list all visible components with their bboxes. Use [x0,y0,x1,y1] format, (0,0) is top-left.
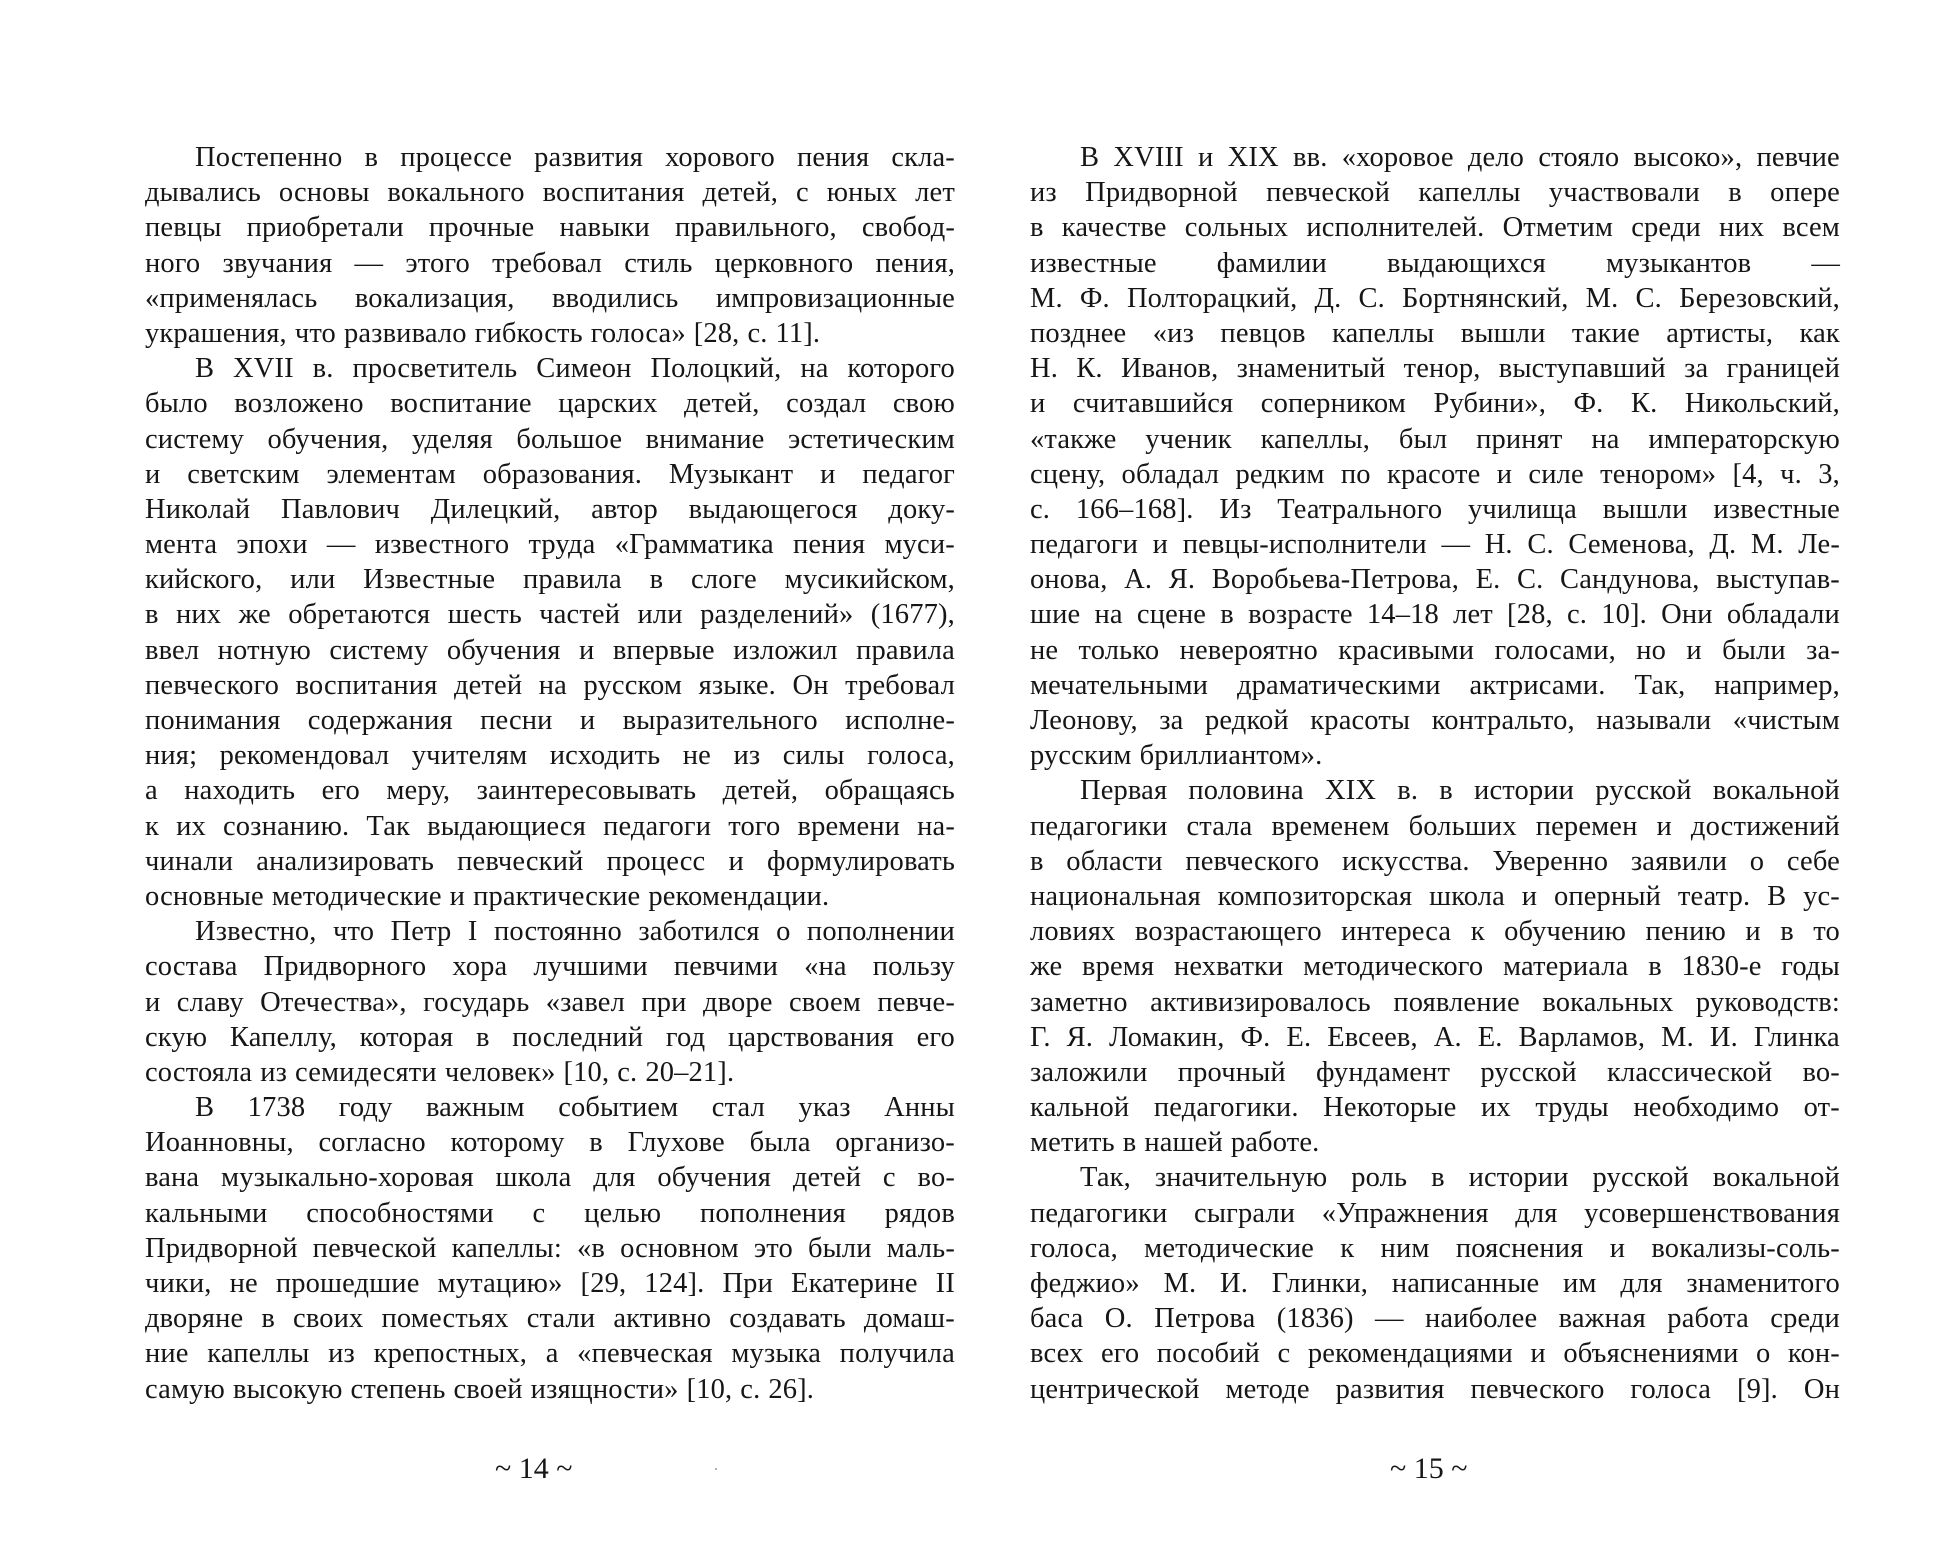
text-line: «применялась вокализация, вводились импровизационные [145,282,955,314]
right-page-text [1030,140,1840,1407]
text-line: национальная композиторская школа и оперный театр. В ус- [1030,880,1840,912]
text-line: к их сознанию. Так выдающиеся педагоги того времени на- [145,810,955,842]
text-line: В 1738 году важным событием стал указ Анны [195,1092,955,1124]
text-line: чинали анализировать певческий процесс и формулировать [145,845,955,877]
text-line: ние капеллы из крепостных, а «певческая музыка получила [145,1338,955,1370]
text-line: Известно, что Петр I постоянно заботился о пополнении [195,916,955,948]
text-line: заметно активизировалось появление вокальных руководств: [1030,986,1840,1018]
text-line: дворяне в своих поместьях стали активно создавать домаш- [145,1303,955,1335]
left-page-text [145,140,955,1407]
text-line: Иоанновны, согласно которому в Глухове была организо- [145,1127,955,1159]
text-line: Так, значительную роль в истории русской вокальной [1080,1162,1840,1194]
text-line: понимания содержания песни и выразительного исполне- [145,705,955,736]
page-number-right: ~ 15 ~ [1390,1452,1468,1485]
text-line: педагогики сыграли «Упражнения для усовершенствования [1030,1197,1840,1229]
text-line: шие на сцене в возрасте 14–18 лет [28, с. 10]. Они обладали [1030,599,1840,631]
text-line: состава Придворного хора лучшими певчими «на пользу [145,951,955,983]
text-line: онова, А. Я. Воробьева-Петрова, Е. С. Сандунова, выступав- [1030,564,1840,596]
text-line: Леонову, за редкой красоты контральто, называли «чистым [1030,705,1840,736]
text-line: вана музыкально-хоровая школа для обучения детей с во- [145,1162,955,1194]
text-line: чики, не прошедшие мутацию» [29, 124]. При Екатерине II [145,1268,955,1299]
text-line: в качестве сольных исполнителей. Отметим среди них всем [1030,212,1840,244]
text-line: не только невероятно красивыми голосами, но и были за- [1030,634,1840,666]
text-line: Постепенно в процессе развития хорового пения скла- [195,142,955,173]
text-line: Н. К. Иванов, знаменитый тенор, выступавший за границей [1030,353,1840,385]
text-line: заложили прочный фундамент русской классической во- [1030,1056,1840,1088]
text-line: кийского, или Известные правила в слоге мусикийском, [145,564,955,596]
text-line: и считавшийся соперником Рубини», Ф. К. Никольский, [1030,388,1840,420]
text-line: мента эпохи — известного труда «Грамматика пения муси- [145,529,955,561]
text-line: ного звучания — этого требовал стиль церковного пения, [145,247,955,279]
text-line: баса О. Петрова (1836) — наиболее важная работа среди [1030,1303,1840,1335]
text-line: «также ученик капеллы, был принят на императорскую [1030,423,1840,455]
text-line: певцы приобретали прочные навыки правильного, свобод- [145,212,955,244]
text-line: певческого воспитания детей на русском языке. Он требовал [145,669,955,701]
text-line: самую высокую степень своей изящности» [10, с. 26]. [145,1373,815,1405]
text-line: голоса, методические к ним пояснения и вокализы-соль- [1030,1232,1840,1264]
text-line: основные методические и практические рекомендации. [145,880,830,912]
text-line: кальными способностями с целью пополнения рядов [145,1197,955,1229]
text-line: Придворной певческой капеллы: «в основном это были маль- [145,1232,955,1264]
text-line: Николай Павлович Дилецкий, автор выдающегося доку- [145,493,955,525]
text-line: кальной педагогики. Некоторые их труды необходимо от- [1030,1092,1840,1124]
text-line: ввел нотную систему обучения и впервые изложил правила [145,634,955,666]
text-line: позднее «из певцов капеллы вышли такие артисты, как [1030,317,1840,349]
text-line: Г. Я. Ломакин, Ф. Е. Евсеев, А. Е. Варламов, М. И. Глинка [1030,1021,1840,1053]
paper-speck [715,1468,717,1470]
text-line: всех его пособий с рекомендациями и объяснениями о кон- [1030,1338,1840,1370]
text-line: русским бриллиантом». [1030,740,1323,772]
text-line: состояла из семидесяти человек» [10, с. 20–21]. [145,1056,735,1088]
text-line: метить в нашей работе. [1030,1127,1320,1159]
text-line: в области певческого искусства. Уверенно заявили о себе [1030,845,1840,877]
page-number-left: ~ 14 ~ [495,1452,573,1485]
text-line: с. 166–168]. Из Театрального училища вышли известные [1030,493,1840,525]
text-line: и светским элементам образования. Музыкант и педагог [145,458,955,490]
text-line: из Придворной певческой капеллы участвовали в опере [1030,177,1840,209]
text-line: скую Капеллу, которая в последний год царствования его [145,1021,955,1053]
text-line: педагоги и певцы-исполнители — Н. С. Семенова, Д. М. Ле- [1030,529,1840,561]
text-line: М. Ф. Полторацкий, Д. С. Бортнянский, М. С. Березовский, [1030,282,1840,314]
text-line: центрической методе развития певческого голоса [9]. Он [1030,1373,1840,1405]
text-line: Первая половина XIX в. в истории русской вокальной [1080,775,1840,807]
text-line: было возложено воспитание царских детей, создал свою [145,388,955,420]
text-line: педагогики стала временем больших перемен и достижений [1030,810,1840,842]
text-line: дывались основы вокального воспитания детей, с юных лет [145,177,955,209]
text-line: ловиях возрастающего интереса к обучению пению и в то [1030,916,1840,948]
text-line: феджио» М. И. Глинки, написанные им для знаменитого [1030,1268,1840,1299]
text-line: В XVII в. просветитель Симеон Полоцкий, на которого [195,353,955,385]
text-line: же время нехватки методического материала в 1830-е годы [1030,951,1840,983]
text-line: систему обучения, уделяя большое внимание эстетическим [145,423,955,455]
text-line: в них же обретаются шесть частей или разделений» (1677), [145,599,955,631]
text-line: а находить его меру, заинтересовывать детей, обращаясь [145,775,955,807]
text-line: мечательными драматическими актрисами. Так, например, [1030,669,1840,701]
text-line: и славу Отечества», государь «завел при дворе своем певче- [145,986,955,1018]
text-line: украшения, что развивало гибкость голоса» [28, с. 11]. [145,317,821,349]
text-line: ния; рекомендовал учителям исходить не из силы голоса, [145,740,955,772]
text-line: сцену, обладал редким по красоте и силе тенором» [4, ч. 3, [1030,458,1840,490]
text-line: известные фамилии выдающихся музыкантов — [1030,247,1840,279]
text-line: В XVIII и XIX вв. «хоровое дело стояло высоко», певчие [1080,142,1840,173]
